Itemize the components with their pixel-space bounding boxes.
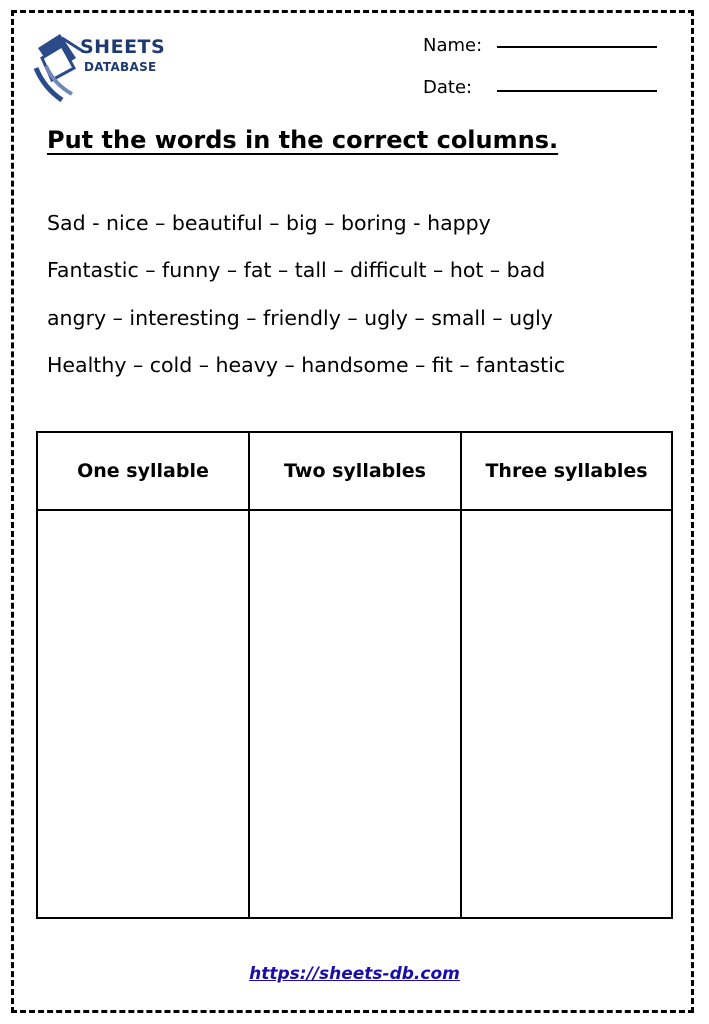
header-one-syllable: One syllable [77, 460, 209, 482]
word-list-line-3: angry – interesting – friendly – ugly – small – ugly [47, 306, 553, 330]
website-link[interactable]: https://sheets-db.com [249, 964, 460, 984]
word-list-line-1: Sad - nice – beautiful – big – boring - happy [47, 211, 491, 235]
name-field[interactable] [497, 46, 657, 48]
name-label: Name: [423, 35, 483, 56]
syllable-table [36, 431, 673, 919]
answer-cell-two-syllables[interactable] [250, 511, 460, 917]
header-two-syllables: Two syllables [284, 460, 426, 482]
word-list-line-4: Healthy – cold – heavy – handsome – fit – fantastic [47, 353, 566, 377]
header-three-syllables: Three syllables [485, 460, 648, 482]
word-list-line-2: Fantastic – funny – fat – tall – difficult – hot – bad [47, 258, 546, 282]
logo-text-database: DATABASE [84, 60, 157, 74]
date-field[interactable] [497, 90, 657, 92]
instruction-title: Put the words in the correct columns. [47, 126, 559, 154]
date-label: Date: [423, 77, 473, 98]
logo-text-sheets: SHEETS [80, 36, 166, 58]
answer-cell-three-syllables[interactable] [462, 511, 671, 917]
sheets-database-logo [32, 28, 172, 108]
answer-cell-one-syllable[interactable] [38, 511, 248, 917]
